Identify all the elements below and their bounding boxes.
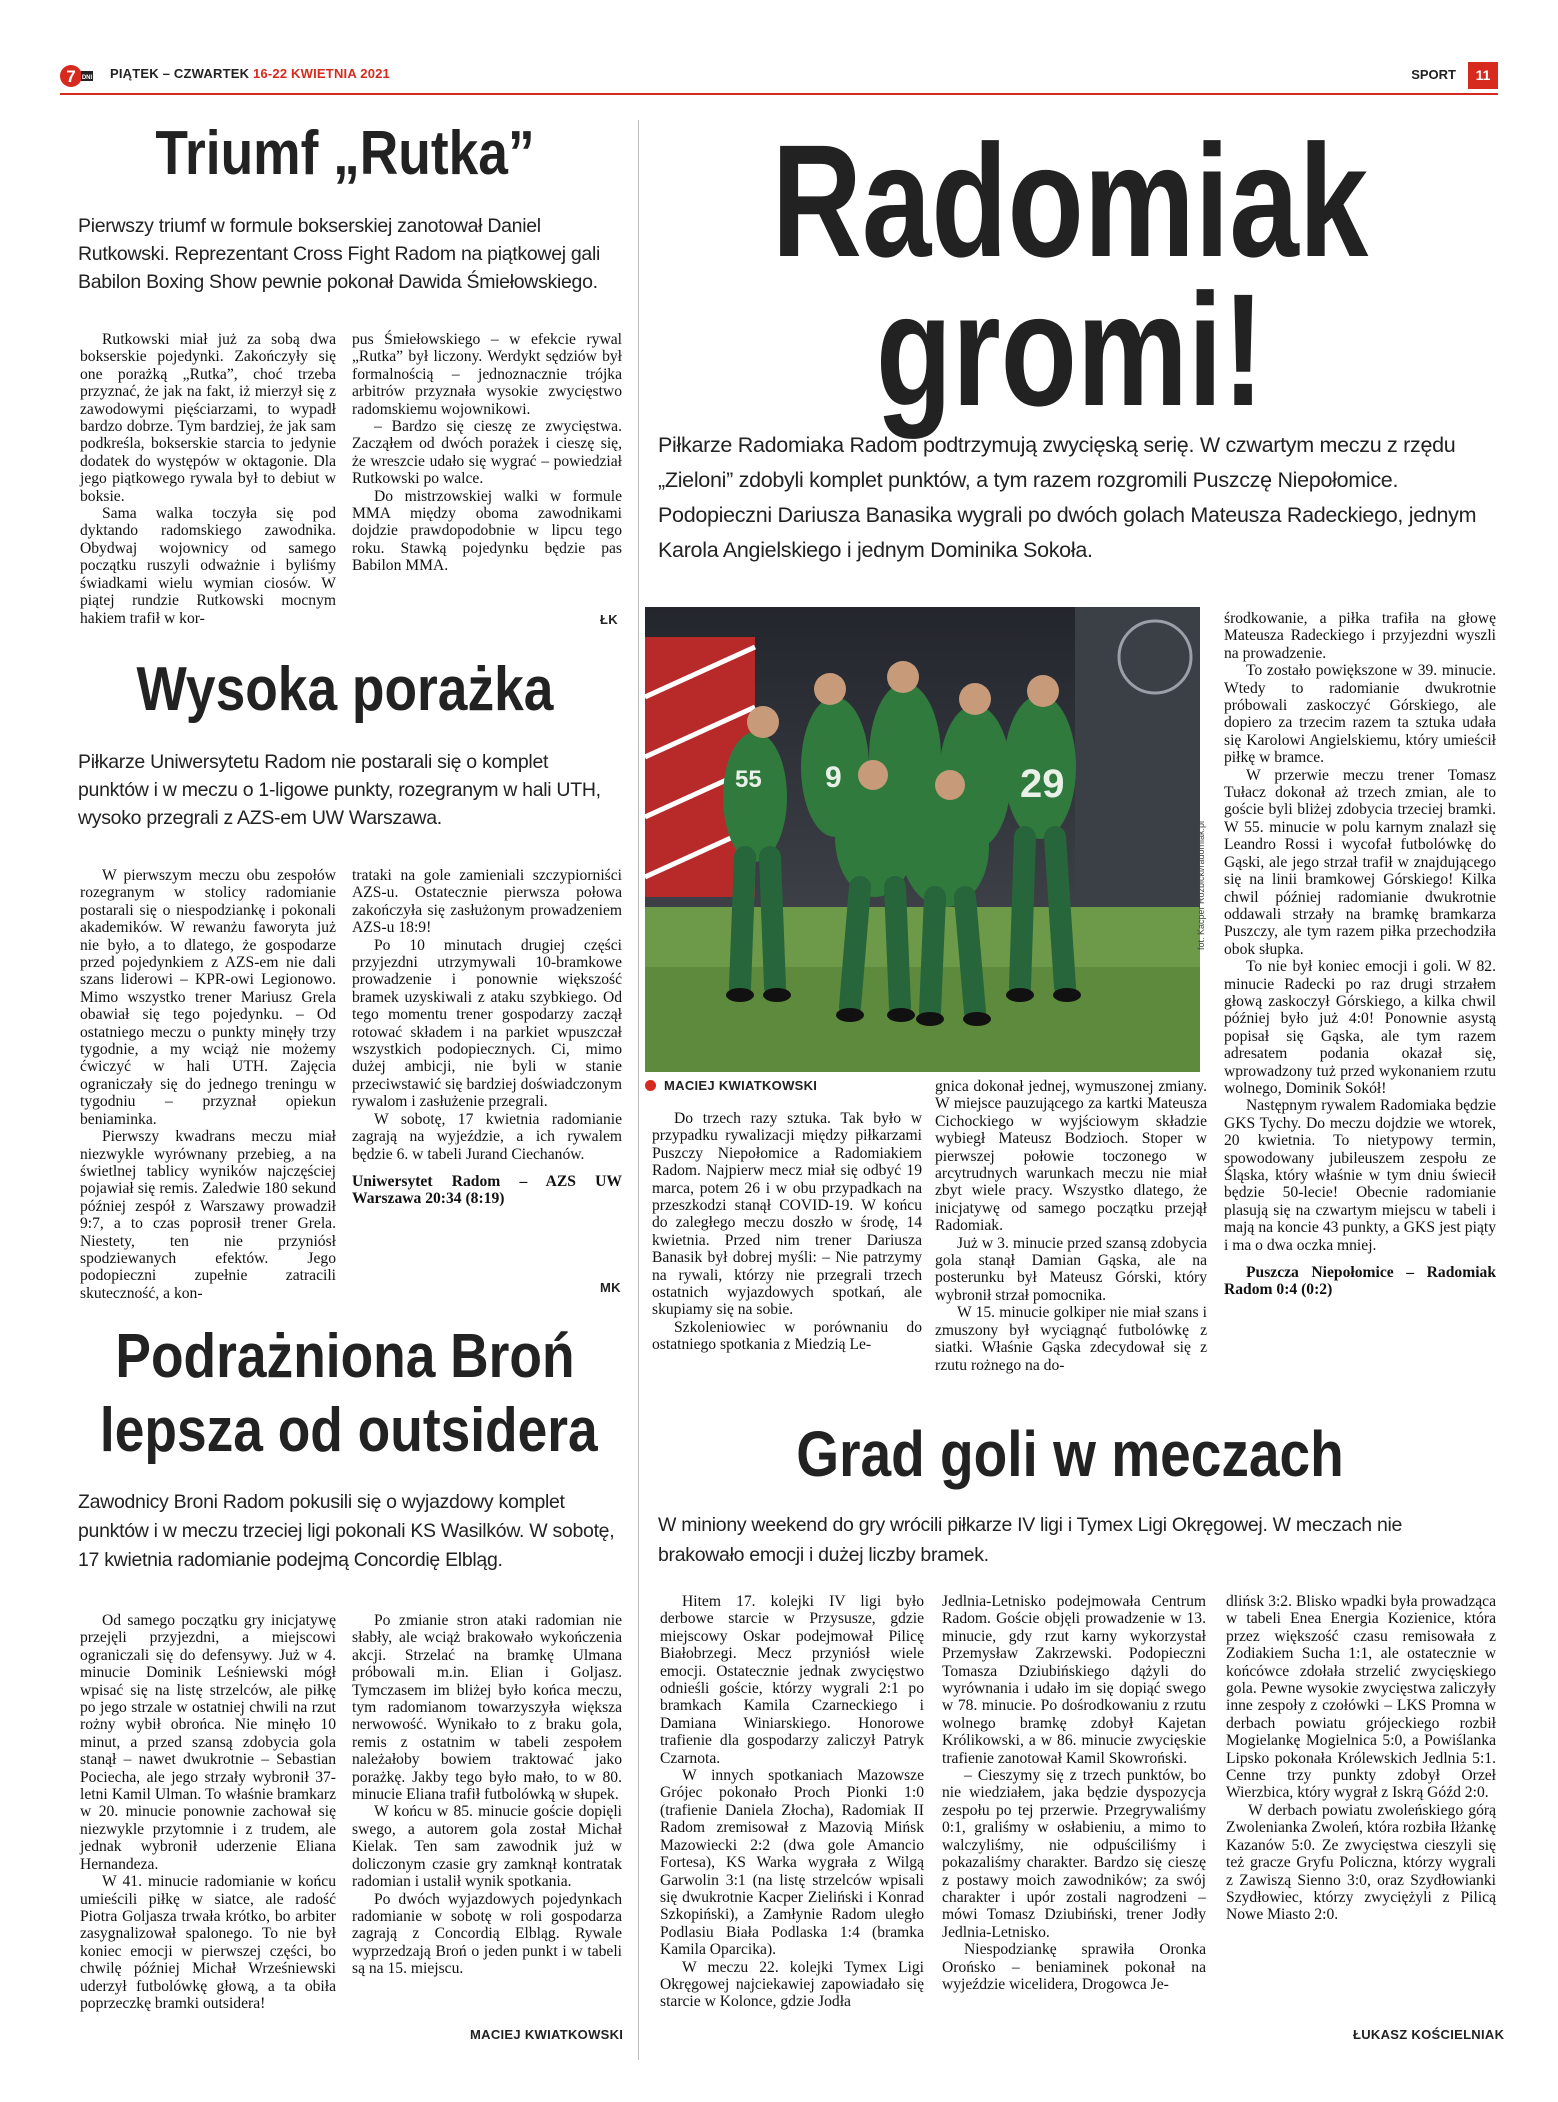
paragraph: Niespodziankę sprawiła Oronka Orońsko – beniaminek pokonał na wyjeździe wicelidera, Drogowca Je- bbox=[942, 1941, 1206, 1993]
radomiak-title-line2: gromi! bbox=[875, 260, 1265, 439]
paragraph: To nie był koniec emocji i goli. W 82. minucie Radecki po raz drugi strzałem głową zaskoczył Górskiego, a kilka chwil później było już 4:0! Ponownie asystą popisał się Gąska, ale tym razem adresatem podania okazał się, wprowadzony tuż przed wykonaniem rzutu wolnego, Dominik Sokół! bbox=[1224, 958, 1496, 1097]
grad-signature: ŁUKASZ KOŚCIELNIAK bbox=[1353, 2027, 1505, 2042]
paragraph: W innych spotkaniach Mazowsze Grójec pokonało Proch Pionki 1:0 (trafienie Daniela Złocha), Radomiak II Radom zremisował z Mazovią Mińsk Mazowiecki 2:2 (dwa gole Amancio Fortesa), KS Warka wygrała z Wilgą Garwolin 3:1 (na listę strzelców wpisali się dwukrotnie Kacper Zieliński i Konrad Szkopiński), a Zamłynie Radom uległo Podlasiu Biała Podlaska 1:4 (bramka Kamila Oparcika). bbox=[660, 1767, 924, 1959]
issue-date bbox=[110, 66, 390, 81]
paragraph: W sobotę, 17 kwietnia radomianie zagrają na wyjeździe, a ich rywalem będzie 6. w tabeli Jurand Ciechanów. bbox=[352, 1110, 622, 1163]
paragraph: W 41. minucie radomianie w końcu umieścili piłkę w siatce, ale radość Piotra Goljasza trwała krótko, bo arbiter zasygnalizował spalonego. To nie był koniec emocji w pierwszej części, bo chwilę później Michał Wrześniewski uderzył futbolówkę głową, a ta obiła poprzeczkę bramki outsidera! bbox=[80, 1873, 336, 2012]
paragraph: Po zmianie stron ataki radomian nie słabły, ale wciąż brakowało wykończenia akcji. Strzelać na bramkę Ulmana próbowali m.in. Elian i Goljasz. Tymczasem im bliżej było końca meczu, tym radomianom towarzyszyła większa nerwowość. Wynikało to z braku gola, remis z ostatnim w tabeli zespołem należałoby bowiem traktować jako porażkę. Jakby tego było mało, to w 80. minucie Eliana trafił futbolówką w słupek. bbox=[352, 1612, 622, 1804]
paragraph: W meczu 22. kolejki Tymex Ligi Okręgowej najciekawiej zapowiadało się starcie w Kolonce, gdzie Jodła bbox=[660, 1958, 924, 2011]
svg-text:55: 55 bbox=[735, 766, 762, 793]
radomiak-col1 bbox=[652, 1110, 922, 1354]
date-range: 16-22 KWIETNIA 2021 bbox=[253, 66, 390, 81]
paragraph: Do trzech razy sztuka. Tak było w przypadku rywalizacji między piłkarzami Puszczy Niepołomice a Radomiakiem Radom. Najpierw mecz miał się odbyć 19 marca, potem 26 i w obu przypadkach na przeszkodzi stanął COVID-19. W końcu do zaległego meczu doszło w środę, 14 kwietnia. Przed nim trener Dariusza Banasik był dobrej myśli: – Nie patrzymy na rywali, którzy nie przegrali trzech ostatnich wyjazdowych spotkań, ale skupiamy się na sobie. bbox=[652, 1110, 922, 1319]
radomiak-col3 bbox=[1224, 610, 1496, 1299]
match-result: Puszcza Niepołomice – Radomiak Radom 0:4 (0:2) bbox=[1224, 1264, 1496, 1299]
paragraph: Hitem 17. kolejki IV ligi było derbowe starcie w Przysusze, gdzie miejscowy Oskar podejmował Pilicę Białobrzegi. Mecz przyniósł wiele emocji. Ostatecznie jednak zwycięstwo odnieśli goście, którzy wygrali 2:1 po bramkach Kamila Czarneckiego i Damiana Winiarskiego. Honorowe trafienie dla gospodarzy zaliczył Patryk Czarnota. bbox=[660, 1593, 924, 1767]
wysoka-col2 bbox=[352, 867, 622, 1208]
paragraph: Rutkowski miał już za sobą dwa bokserskie pojedynki. Zakończyły się one porażką „Rutka”, choć trzeba przyznać, że jak na fakt, iż mierzył się z zawodowymi pięściarzami, to wypadł bardzo dobrze. Tym bardziej, że jak sam podkreśla, bokserskie starcia to jedynie dodatek do występów w oktagonie. Dla jego piątkowego rywala był to debiut w boksie. bbox=[80, 331, 336, 505]
radomiak-title-line1: Radomiak bbox=[771, 111, 1369, 290]
grad-col2 bbox=[942, 1593, 1206, 1993]
grad-title: Grad goli w meczach bbox=[796, 1418, 1344, 1490]
paragraph: środkowanie, a piłka trafiła na głowę Mateusza Radeckiego i przyjezdni wyszli na prowadzenie. bbox=[1224, 610, 1496, 662]
paragraph: trataki na gole zamieniali szczypiorniści AZS-u. Ostatecznie pierwsza połowa zakończyła się zasłużonym prowadzeniem AZS-u 18:9! bbox=[352, 867, 622, 937]
paragraph: W derbach powiatu zwoleńskiego górą Zwolenianka Zwoleń, która rozbiła Iłżankę Kazanów 5:0. Ze zwycięstwa cieszyli się też gracze Gryfu Policzna, którzy wygrali z Zawiszą Sienno 3:0, oraz Szydłowianki Szydłowiec, którzy zwyciężyli z Pilicą Nowe Miasto 2:0. bbox=[1226, 1801, 1496, 1924]
paragraph: Do mistrzowskiej walki w formule MMA między oboma zawodnikami dojdzie prawdopodobnie w lipcu tego roku. Stawką pojedynku będzie pas Babilon MMA. bbox=[352, 487, 622, 575]
match-result: Uniwersytet Radom – AZS UW Warszawa 20:34 (8:19) bbox=[352, 1172, 622, 1208]
wysoka-title: Wysoka porażka bbox=[136, 655, 554, 724]
paragraph: gnica dokonał jednej, wymuszonej zmiany. W miejsce pauzującego za kartki Mateusza Cichockiego w wyjściowym składzie wybiegł Mateusz Bodzioch. Stoper w pierwszej połowie toczonego w arcytrudnych warunkach meczu nie miał zbyt wiele pracy. Wszystko dlatego, że inicjatywę od samego początku przejął Radomiak. bbox=[935, 1078, 1207, 1235]
bron-title-line2: lepsza od outsidera bbox=[99, 1396, 598, 1465]
paragraph: pus Śmiełowskiego – w efekcie rywal „Rutka” był liczony. Werdykt sędziów był formalnością – jednoznacznie trójka arbitrów przyznała wysokie zwycięstwo radomskiemu wojownikowi. bbox=[352, 331, 622, 418]
bron-col1 bbox=[80, 1612, 336, 2012]
paragraph: Pierwszy kwadrans meczu miał niezwykle wyrównany przebieg, a na świetlnej tablicy wyników najczęściej pojawiał się remis. Zaledwie 180 sekund później zespół z Warszawy prowadził 9:7, a to czas poprosił trener Grela. Niestety, ten nie przyniósł spodziewanych efektów. Jego podopieczni zupełnie zatracili skuteczność, a kon- bbox=[80, 1128, 336, 1302]
paragraph: Po 10 minutach drugiej części przyjezdni utrzymywali 10-bramkowe prowadzenie i ponownie większość bramek uzyskiwali z ataku szybkiego. Od tego momentu trener gospodarzy zaczął rotować składem i na parkiet wpuszczał wszystkich podopiecznych. Ci, mimo dużej ambicji, nie byli w stanie przeciwstawić się bardziej doświadczonym rywalom i zasłużenie przegrali. bbox=[352, 936, 622, 1111]
radomiak-byline bbox=[645, 1078, 817, 1093]
triumf-col2 bbox=[352, 331, 622, 575]
paragraph: Jedlnia-Letnisko podejmowała Centrum Radom. Goście objęli prowadzenie w 13. minucie, gdy rzut karny wykorzystał Przemysław Zakrzewski. Podopieczni Tomasza Dziubińskiego dążyli do wyrównania i udało im się dopiąć swego w 78. minucie. Po dośrodkowaniu z rzutu wolnego bramkę zdobył Kajetan Królikowski, a w 86. minucie zwycięskie trafienie zanotował Kamil Skowroński. bbox=[942, 1593, 1206, 1767]
paragraph: Sama walka toczyła się pod dyktando radomskiego zawodnika. Obydwaj wojownicy od samego początku ruszyli odważnie i byliśmy świadkami wielu wymian ciosów. W piątej rundzie Rutkowski mocnym hakiem trafił w kor- bbox=[80, 505, 336, 627]
paragraph: Po dwóch wyjazdowych pojedynkach radomianie w sobotę w roli gospodarza zagrają z Concordią Elbląg. Rywale wyprzedzają Broń o jeden punkt i w tabeli są na 15. miejscu. bbox=[352, 1890, 622, 1978]
svg-text:DNI: DNI bbox=[81, 75, 93, 81]
paragraph: W pierwszym meczu obu zespołów rozegranym w stolicy radomianie postarali się o niespodziankę i pokonali akademików. W rewanżu faworyta już nie było, a to dlatego, że gospodarze przed pojedynkiem z AZS-em nie dali szans liderowi – KPR-owi Legionowo. Mimo wszystko trener Mariusz Grela obawiał się tego pojedynku. – Od ostatniego meczu o punkty minęły trzy tygodnie, a my wciąż nie możemy ćwiczyć w hali UTH. Zajęcia ograniczały się do jednego treningu w tygodniu – przyznał opiekun beniaminka. bbox=[80, 867, 336, 1128]
photo-credit: fot. Kacper Rozbicki/radomiak.pl bbox=[1196, 820, 1206, 950]
bron-col2 bbox=[352, 1612, 622, 1978]
radomiak-col2 bbox=[935, 1078, 1207, 1374]
paragraph: – Cieszymy się z trzech punktów, bo nie wiedziałem, jaka będzie dyspozycja zespołu po tej przerwie. Przegrywaliśmy 0:1, graliśmy w osłabieniu, a mimo to walczyliśmy, nie odpuściliśmy i pokazaliśmy charakter. Bardzo się cieszę z postawy moich zawodników; za swój charakter i upór zostali nagrodzeni – mówi Tomasz Dziubiński, trener Jodły Jedlnia-Letnisko. bbox=[942, 1767, 1206, 1941]
paragraph: W końcu w 85. minucie goście dopięli swego, a autorem gola został Michał Kielak. Ten sam zawodnik już w doliczonym czasie gry zamknął kontratak radomian i ustalił wynik spotkania. bbox=[352, 1803, 622, 1891]
paragraph: To zostało powiększone w 39. minucie. Wtedy to radomianie dwukrotnie próbowali zaskoczyć Górskiego, ale dopiero za trzecim razem ta sztuka udała się Karolowi Angielskiemu, który umieścił piłkę w bramce. bbox=[1224, 662, 1496, 767]
paragraph: W 15. minucie golkiper nie miał szans i zmuszony był wyciągnąć futbolówkę z siatki. Właśnie Gąska zdecydował się z rzutu rożnego na do- bbox=[935, 1304, 1207, 1374]
svg-text:29: 29 bbox=[1020, 762, 1065, 806]
football-players-photo-icon bbox=[645, 607, 1200, 1072]
page-header bbox=[60, 62, 1498, 92]
triumf-signature: ŁK bbox=[600, 612, 618, 627]
triumf-lead: Pierwszy triumf w formule bokserskiej zanotował Daniel Rutkowski. Reprezentant Cross Fight Radom na piątkowej gali Babilon Boxing Show pewnie pokonał Dawida Śmiełowskiego. bbox=[78, 215, 601, 293]
section-label: SPORT bbox=[1411, 67, 1456, 82]
header-rule bbox=[60, 93, 1498, 95]
bullet-icon bbox=[645, 1080, 656, 1091]
bron-lead: Zawodnicy Broni Radom pokusili się o wyjazdowy komplet punktów i w meczu trzeciej ligi pokonali KS Wasilków. W sobotę, 17 kwietnia radomianie podejmą Concordię Elbląg. bbox=[78, 1491, 615, 1571]
seven-days-logo-icon bbox=[60, 64, 94, 88]
paragraph: W przerwie meczu trener Tomasz Tułacz dokonał aż trzech zmian, ale to goście byli bliżej zdobycia trzeciej bramki. W 55. minucie w polu karnym znalazł się Leandro Rossi i wycofał futbolówkę do Gąski, ale jego strzał trafił w znajdującego się na linii bramkowej Górskiego! Kilka chwil później radomianie dwukrotnie oddawali strzały na bramkę bramkarza Puszczy, ale tym razem piłka przechodziła obok słupka. bbox=[1224, 766, 1496, 958]
team-celebration-photo bbox=[645, 607, 1200, 1072]
page-number: 11 bbox=[1468, 62, 1498, 89]
triumf-title: Triumf „Rutka” bbox=[155, 119, 535, 188]
paragraph: Od samego początku gry inicjatywę przejęli przyjezdni, a miejscowi ograniczali się do defensywy. Już w 4. minucie Dominik Leśniewski mógł wpisać się na listę strzelców, ale piłkę po jego strzale w ostatniej chwili na rzut rożny wybił obrońca. Nie minęło 10 minut, a przed szansą zdobycia gola stanął – nawet dwukrotnie – Sebastian Pociecha, ale jego strzały wybronił 37-letni Kamil Ulman. To właśnie bramkarz w 20. minucie ponownie zachował się niezwykle przytomnie i z trudem, ale jednak wybronił uderzenie Eliana Hernandeza. bbox=[80, 1612, 336, 1873]
bron-signature: MACIEJ KWIATKOWSKI bbox=[470, 2027, 624, 2042]
paragraph: – Bardzo się cieszę ze zwycięstwa. Zacząłem od dwóch porażek i cieszę się, że wreszcie udało się wygrać – powiedział Rutkowski po walce. bbox=[352, 418, 622, 488]
grad-col1 bbox=[660, 1593, 924, 2011]
wysoka-signature: MK bbox=[600, 1280, 621, 1295]
bron-title-line1: Podrażniona Broń bbox=[115, 1322, 575, 1391]
svg-text:7: 7 bbox=[66, 67, 76, 86]
paragraph: dlińsk 3:2. Blisko wpadki była prowadząca w tabeli Enea Energia Kozienice, która przez większość czasu remisowała z Zodiakiem Sucha 1:1, ale ostatecznie w końcówce zdołała strzelić zwycięskiego gola. Pewne wysokie zwycięstwa zaliczyły inne zespoły z czołówki – LKS Promna w derbach powiatu grójeckiego rozbił Mogielankę Mogielnica 5:0, a Powiślanka Lipsko pokonała Królewskich Jedlnia 5:1. Cenne trzy punkty zdobył Orzeł Wierzbica, który wygrał z Iskrą Góźd 2:0. bbox=[1226, 1593, 1496, 1802]
paragraph: Już w 3. minucie przed szansą zdobycia gola stanął Damian Gąska, ale na posterunku był Mateusz Górski, który wybronił strzał pomocnika. bbox=[935, 1234, 1207, 1304]
column-divider bbox=[638, 120, 639, 2060]
grad-col3 bbox=[1226, 1593, 1496, 1924]
paragraph: Szkoleniowiec w porównaniu do ostatniego spotkania z Miedzią Le- bbox=[652, 1318, 922, 1354]
wysoka-col1 bbox=[80, 867, 336, 1302]
grad-lead: W miniony weekend do gry wrócili piłkarze IV ligi i Tymex Ligi Okręgowej. W meczach nie brakowało emocji i dużej liczby bramek. bbox=[658, 1514, 1403, 1566]
radomiak-lead: Piłkarze Radomiaka Radom podtrzymują zwycięską serię. W czwartym meczu z rzędu „Zieloni” zdobyli komplet punktów, a tym razem rozgromili Puszczę Niepołomice. Podopieczni Dariusza Banasika wygrali po dwóch golach Mateusza Radeckiego, jednym Karola Angielskiego i jednym Dominika Sokoła. bbox=[658, 433, 1477, 562]
radomiak-author: MACIEJ KWIATKOWSKI bbox=[664, 1078, 818, 1093]
paragraph: Następnym rywalem Radomiaka będzie GKS Tychy. Do meczu dojdzie we wtorek, 20 kwietnia. To nietypowy termin, spowodowany jubileuszem zespołu ze Śląska, który właśnie w tym dniu świecił będzie 50-lecie! Obecnie radomianie plasują się na czwartym miejscu w tabeli i mają na koncie 43 punkty, a GKS jest piąty i ma o dwa oczka mniej. bbox=[1224, 1097, 1496, 1254]
svg-text:9: 9 bbox=[825, 761, 842, 794]
triumf-col1 bbox=[80, 331, 336, 627]
wysoka-lead: Piłkarze Uniwersytetu Radom nie postarali się o komplet punktów i w meczu o 1-ligowe punkty, rozegranym w hali UTH, wysoko przegrali z AZS-em UW Warszawa. bbox=[78, 751, 601, 829]
date-prefix: PIĄTEK – CZWARTEK bbox=[110, 66, 253, 81]
